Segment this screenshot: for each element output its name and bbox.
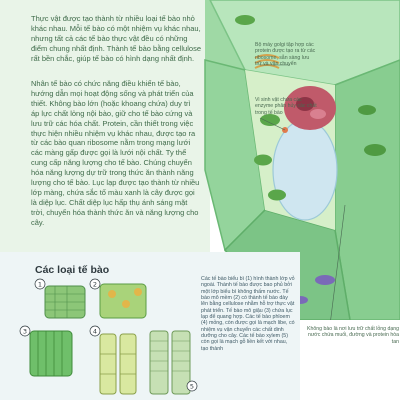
epidermal-cells [45, 286, 85, 318]
chloroplast [358, 105, 376, 115]
callout-golgi: Bộ máy golgi tập hợp các protein được tạo ra từ các ribosome, sẵn sàng lưu trữ và vận chuyển [255, 42, 316, 67]
intro-paragraph-1: Thực vật được tạo thành từ nhiều loại tế bào nhỏ khác nhau. Mỗi tế bào có một nhiệm vụ khác nhau, nhưng tất cả các tế bào thực vật đều có những điểm chung nhất định. Thành tế bào bằng cellulose rất bền chắc, giúp tế bào có hình dạng nhất định. [31, 14, 201, 63]
intro-paragraph-2: Nhân tế bào có chức năng điều khiển tế bào, hướng dẫn mọi hoạt động sống và phát triển của thiết. Không bào lớn (hoặc khoang chứa) duy trì áp lực chất lỏng nội bào, giữ cho tế bào cứng và lưu trữ các hóa chất. Protein, cần thiết trong việc thực hiện nhiều nhiệm vụ khác nhau, được tạo ra từ các bào quan ribosome nằm trong mạng lưới các màng gấp được gọi là lưới nội chất. Ty thể cung cấp năng lượng cho tế bào. Chúng chuyển hóa năng lượng dự trữ trong thức ăn thành năng lượng cho tế bào. Lục lạp được tạo thành từ nhiều lớp màng, chứa sắc tố màu xanh là cây được gọi là diệp lục. Chất diệp lục hấp thụ ánh sáng mặt trời, chuyển hóa thành thức ăn và năng lượng cho cây. [31, 79, 200, 227]
callout-microbodies: Vi sinh vật chứa các enzyme phân hủy các chất trong tế bào [255, 97, 317, 116]
palisade-cells [30, 331, 72, 376]
cell-types-title: Các loại tế bào [35, 264, 110, 276]
chloroplast [268, 190, 286, 201]
cell-types-description: Các tế bào biểu bì (1) hình thành lớp vỏ ngoài. Thành tế bào được bao phủ bởi một lớp biểu bì không thấm nước. Tế bào mô mềm (2) có thành tế bào dày lên bằng cellulose nhằm hỗ trợ thực vật phát triển. Tế bào mô giậu (3) chứa lục lạp để quang hợp. Các tế bào phloem (4) mỏng, còn được gọi là mạch libe, có nhiệm vụ vận chuyển các chất dinh dưỡng cho cây. Các tế bào xylem (5) còn gọi là mạch gỗ liền kết với nhau, tạo thành [201, 276, 295, 352]
cell-types-illustration [0, 276, 200, 400]
vacuole [273, 120, 337, 220]
marker-1: 1 [37, 280, 43, 289]
marker-4: 4 [92, 327, 98, 336]
marker-5: 5 [189, 382, 195, 391]
chloroplast [254, 155, 272, 166]
phloem-cells [100, 334, 136, 394]
xylem-cells [150, 331, 190, 394]
callout-vacuole: Không bào là nơi lưu trữ chất lỏng dạng nước chứa muối, đường và protein hòa tan [307, 326, 399, 345]
chloroplast [364, 144, 386, 156]
mitochondrion [315, 275, 335, 285]
chloroplast [235, 15, 255, 25]
marker-2: 2 [92, 280, 98, 289]
cell-wall-right [335, 60, 400, 320]
parenchyma-cells [100, 284, 146, 318]
marker-3: 3 [22, 327, 28, 336]
intro-panel [0, 0, 210, 252]
